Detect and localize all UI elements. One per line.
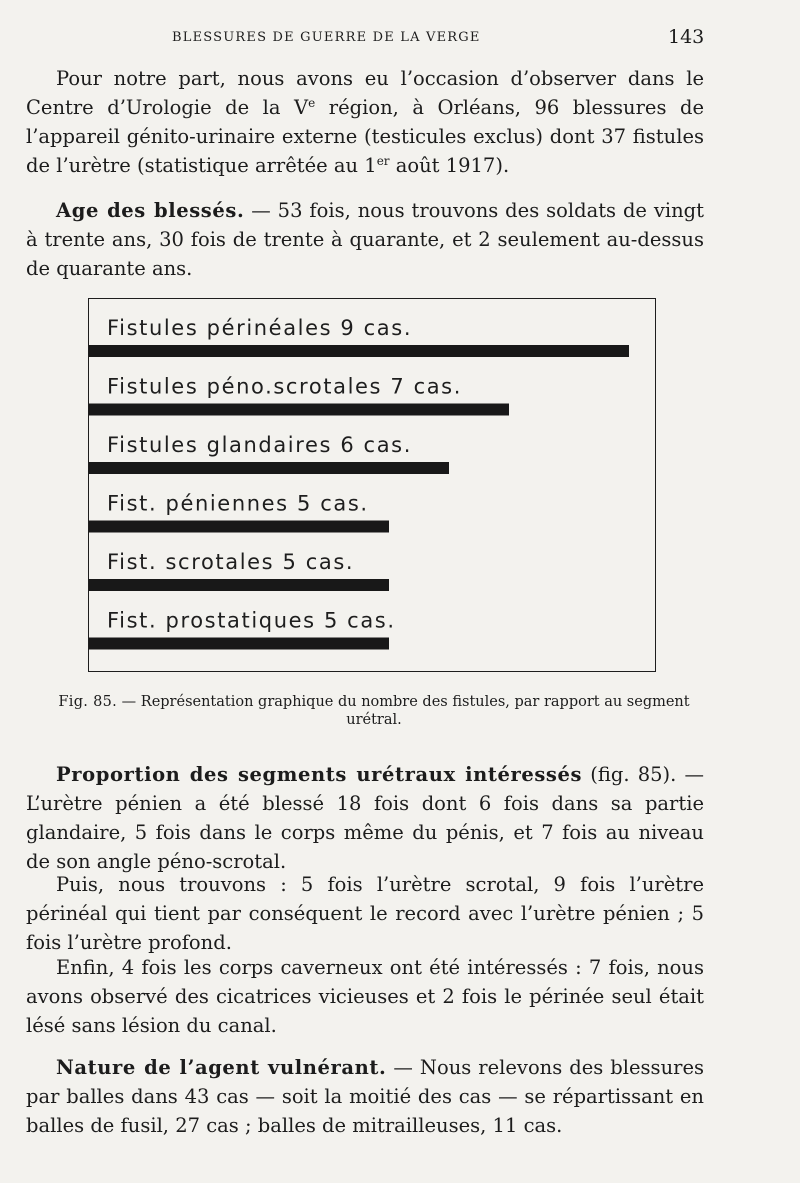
paragraph-corps-caverneux	[26, 953, 704, 1040]
paragraph-text: région, à Orléans, 96 blessures de l’appareil génito-urinaire externe (testicules exclus) dont 37 fistules de l’urètre (statistique arrêtée au 1	[26, 96, 705, 177]
running-title: BLESSURES DE GUERRE DE LA VERGE	[172, 30, 481, 45]
paragraph-text: Puis, nous trouvons : 5 fois l’urètre scrotal, 9 fois l’urètre périnéal qui tient par conséquent le record avec l’urètre pénien ; 5 fois l’urètre profond.	[26, 873, 704, 954]
caption-label: Fig. 85.	[58, 694, 118, 710]
bar-label: Fistules péno.scrotales 7 cas.	[107, 374, 463, 399]
paragraph-text: — 53 fois, nous trouvons des soldats de vingt à trente ans, 30 fois de trente à quarante, et 2 seulement au-dessus de quarante ans.	[26, 199, 705, 280]
bar	[89, 404, 509, 416]
superscript-e: e	[308, 96, 316, 110]
caption-text: — Représentation graphique du nombre des fistules, par rapport au segment urétral.	[117, 694, 690, 728]
paragraph-text: (fig. 85). — L’urètre pénien a été blessé 18 fois dont 6 fois dans sa partie glandaire, 5 fois dans le corps même du pénis, et 7 fois au niveau de son angle péno-scrotal.	[26, 763, 704, 873]
bar-label: Fist. péniennes 5 cas.	[107, 491, 369, 516]
bar-label: Fist. scrotales 5 cas.	[107, 550, 355, 574]
section-heading-proportion: Proportion des segments urétraux intéressés	[56, 763, 583, 786]
paragraph-text: Enfin, 4 fois les corps caverneux ont été intéressés : 7 fois, nous avons observé des cicatrices vicieuses et 2 fois le périnée seul était lésé sans lésion du canal.	[26, 956, 704, 1037]
section-heading-age: Age des blessés.	[56, 199, 245, 222]
figure-caption	[34, 693, 714, 729]
fistula-bar-chart	[89, 299, 657, 673]
bar-label: Fistules périnéales 9 cas.	[107, 316, 413, 340]
bar	[89, 579, 389, 591]
section-heading-agent: Nature de l’agent vulnérant.	[56, 1056, 387, 1079]
page-number: 143	[668, 26, 705, 48]
bar-label: Fistules glandaires 6 cas.	[107, 433, 412, 457]
paragraph-scrotal	[26, 870, 704, 957]
paragraph-age	[26, 196, 704, 283]
bar	[89, 345, 629, 357]
paragraph-observations	[26, 64, 704, 180]
bar	[89, 638, 389, 650]
paragraph-agent-vulnerant	[26, 1053, 704, 1140]
paragraph-text: août 1917).	[389, 154, 510, 177]
bar-label: Fist. prostatiques 5 cas.	[107, 608, 396, 633]
paragraph-proportion	[26, 760, 704, 876]
paragraph-text: — Nous relevons des blessures par balles dans 43 cas — soit la moitié des cas — se répartissant en balles de fusil, 27 cas ; balles de mitrailleuses, 11 cas.	[26, 1056, 704, 1137]
bar	[89, 521, 389, 533]
running-head	[0, 26, 800, 50]
paragraph-text: Pour notre part, nous avons eu l’occasion d’observer dans le Centre d’Urologie de la V	[26, 67, 704, 119]
bar	[89, 462, 449, 474]
figure-85-chart	[88, 298, 656, 672]
superscript-er: er	[376, 154, 390, 168]
